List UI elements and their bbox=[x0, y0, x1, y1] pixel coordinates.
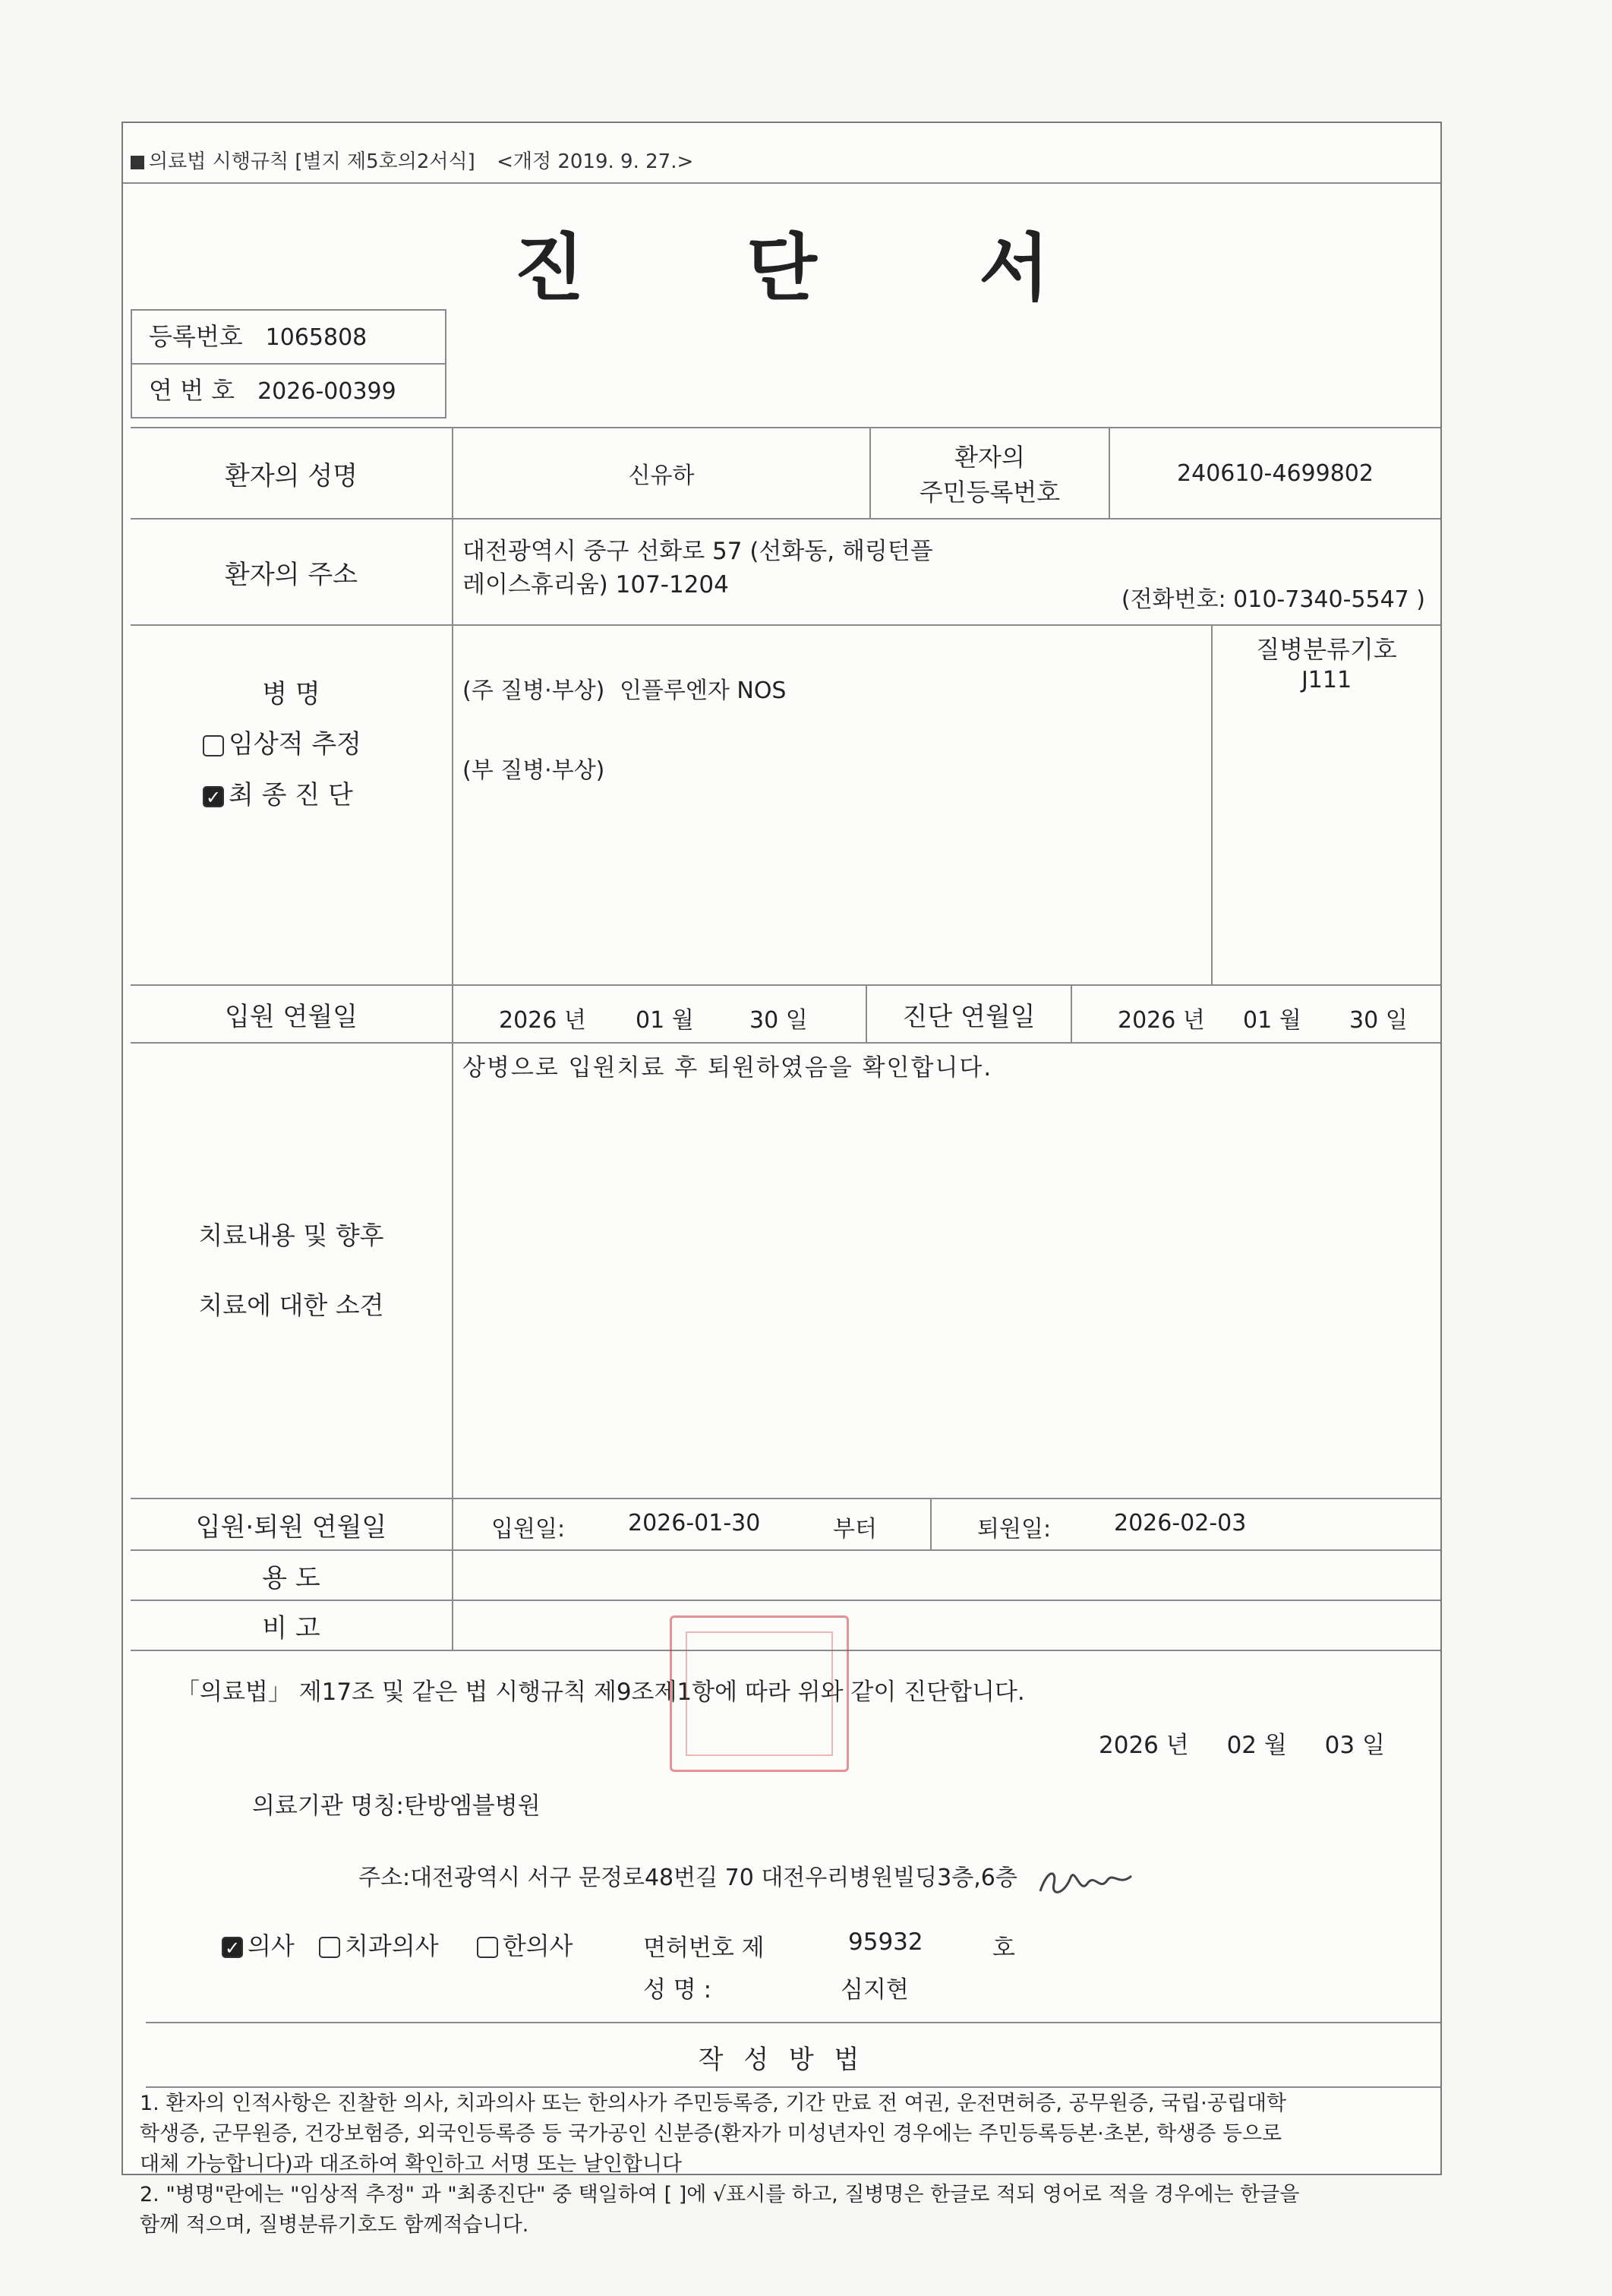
bullet-square-icon bbox=[131, 156, 144, 169]
treatment-row bbox=[131, 1044, 1440, 1499]
discharge-date: 2026-02-03 bbox=[1114, 1510, 1247, 1536]
admission-label: 입원·퇴원 연월일 bbox=[131, 1499, 453, 1549]
diagnosis-label: 병 명 bbox=[262, 679, 320, 709]
hospital-seal-stamp bbox=[670, 1615, 849, 1772]
notes-body: 1. 환자의 인적사항은 진찰한 의사, 치과의사 또는 한의사가 주민등록증, 기간 만료 전 여권, 운전면허증, 공무원증, 국립·공립대학 학생증, 군무원증, 건강보험증, 외국인등록증 등 국가공인 신분증(환자가 미성년자인 경우에는 주민등록등본·초본, 학생증 등으로 대체 가능합니다)과 대조하여 확인하고 서명 또는 날인합니다 2. "병명"란에는 "임상적 추정" 과 "최종진단" 중 택일하여 [ ]에 √표시를 하고, 질병명은 한글로 적되 영어로 적을 경우에는 한글을 함께 적으며, 질병분류기호도 함께적습니다. bbox=[140, 2092, 1300, 2237]
doctor-type-options bbox=[222, 1927, 573, 1962]
oriental-doctor-option[interactable]: 한의사 bbox=[477, 1931, 573, 1960]
treatment-opinion: 상병으로 입원치료 후 퇴원하였음을 확인합니다. bbox=[462, 1054, 993, 1082]
diagnosis-date-label: 진단 연월일 bbox=[867, 986, 1072, 1042]
checkbox-checked-icon[interactable]: ✓ bbox=[222, 1937, 243, 1958]
notes-divider bbox=[146, 2022, 1440, 2023]
institution-name: 의료기관 명칭:탄방엠블병원 bbox=[252, 1792, 541, 1820]
notes-title-divider bbox=[146, 2086, 1440, 2088]
admission-row bbox=[131, 1499, 1440, 1551]
header-divider bbox=[123, 182, 1440, 184]
secondary-diagnosis: (부 질병·부상) bbox=[462, 757, 605, 784]
admission-from: 입원일: 2026-01-30 부터 bbox=[453, 1499, 932, 1549]
dentist-option[interactable]: 치과의사 bbox=[319, 1931, 439, 1960]
certificate-page bbox=[121, 122, 1442, 2237]
onset-date-label: 입원 연월일 bbox=[131, 986, 453, 1042]
admission-date: 2026-01-30 bbox=[628, 1510, 761, 1536]
serial-number: 2026-00399 bbox=[257, 378, 396, 405]
signer-name: 심지현 bbox=[841, 1976, 909, 2004]
patient-name-label: 환자의 성명 bbox=[131, 428, 453, 518]
signature-stroke bbox=[1040, 1874, 1131, 1892]
clinical-estimate-option[interactable]: 임상적 추정 bbox=[203, 723, 361, 760]
address-row bbox=[131, 520, 1440, 626]
license-label: 면허번호 제 bbox=[643, 1934, 765, 1962]
registration-label: 등록번호 bbox=[149, 322, 243, 351]
purpose-label: 용 도 bbox=[131, 1551, 453, 1600]
registration-box bbox=[131, 309, 446, 418]
disease-code-value: J111 bbox=[1301, 667, 1352, 693]
remarks-label: 비 고 bbox=[131, 1601, 453, 1650]
diagnosis-row bbox=[131, 626, 1440, 986]
serial-label: 연 번 호 bbox=[149, 376, 235, 405]
checkbox-unchecked-icon[interactable] bbox=[203, 735, 224, 756]
certification-statement: 「의료법」 제17조 및 같은 법 시행규칙 제9조제1항에 따라 위와 같이 진단합니다. bbox=[176, 1679, 1025, 1706]
doctor-option[interactable]: ✓ 의사 bbox=[222, 1931, 295, 1960]
primary-diagnosis-value: 인플루엔자 NOS bbox=[619, 677, 787, 704]
address-label: 환자의 주소 bbox=[131, 520, 453, 624]
purpose-row bbox=[131, 1551, 1440, 1601]
primary-diagnosis: (주 질병·부상) 인플루엔자 NOS bbox=[462, 677, 787, 704]
certification-date: 2026 년 02 월 03 일 bbox=[1099, 1732, 1385, 1759]
doctor-signature bbox=[1034, 1861, 1140, 1906]
diagnosis-date-value: 2026 년 01 월 30 일 bbox=[1118, 1007, 1408, 1034]
remarks-value[interactable] bbox=[453, 1601, 1440, 1650]
final-diagnosis-option[interactable]: ✓ 최 종 진 단 bbox=[203, 774, 353, 811]
treatment-label: 치료내용 및 향후 치료에 대한 소견 bbox=[131, 1044, 453, 1498]
rrn-value: 240610-4699802 bbox=[1177, 460, 1374, 487]
license-number: 95932 bbox=[848, 1928, 923, 1956]
document-title: 진 단 서 bbox=[513, 226, 1118, 311]
address-value: 대전광역시 중구 선화로 57 (선화동, 해링턴플 레이스휴리움) 107-1204 bbox=[462, 538, 933, 598]
revision-note: <개정 2019. 9. 27.> bbox=[497, 150, 694, 173]
dates-row bbox=[131, 986, 1440, 1044]
purpose-value[interactable] bbox=[453, 1551, 1440, 1600]
form-grid bbox=[131, 427, 1440, 1644]
institution-address: 주소:대전광역시 서구 문정로48번길 70 대전우리병원빌딩3층,6층 bbox=[358, 1865, 1017, 1891]
registration-number: 1065808 bbox=[265, 324, 368, 351]
rrn-label: 환자의 주민등록번호 bbox=[871, 428, 1110, 518]
onset-date-value: 2026 년 01 월 30 일 bbox=[453, 986, 867, 1042]
license-suffix: 호 bbox=[992, 1934, 1015, 1962]
patient-name-row bbox=[131, 428, 1440, 520]
checkbox-unchecked-icon[interactable] bbox=[319, 1937, 340, 1958]
checkbox-checked-icon[interactable]: ✓ bbox=[203, 786, 224, 807]
checkbox-unchecked-icon[interactable] bbox=[477, 1937, 498, 1958]
notes-title: 작 성 방 법 bbox=[698, 2045, 866, 2075]
signer-label: 성 명 : bbox=[643, 1976, 712, 2004]
patient-name-value: 신유하 bbox=[453, 428, 871, 518]
discharge: 퇴원일: 2026-02-03 bbox=[977, 1510, 1247, 1543]
form-reference: 의료법 시행규칙 [별지 제5호의2서식] <개정 2019. 9. 27.> bbox=[131, 146, 693, 174]
phone-number: (전화번호: 010-7340-5547 ) bbox=[1121, 586, 1425, 613]
disease-code-label: 질병분류기호 bbox=[1256, 635, 1397, 664]
